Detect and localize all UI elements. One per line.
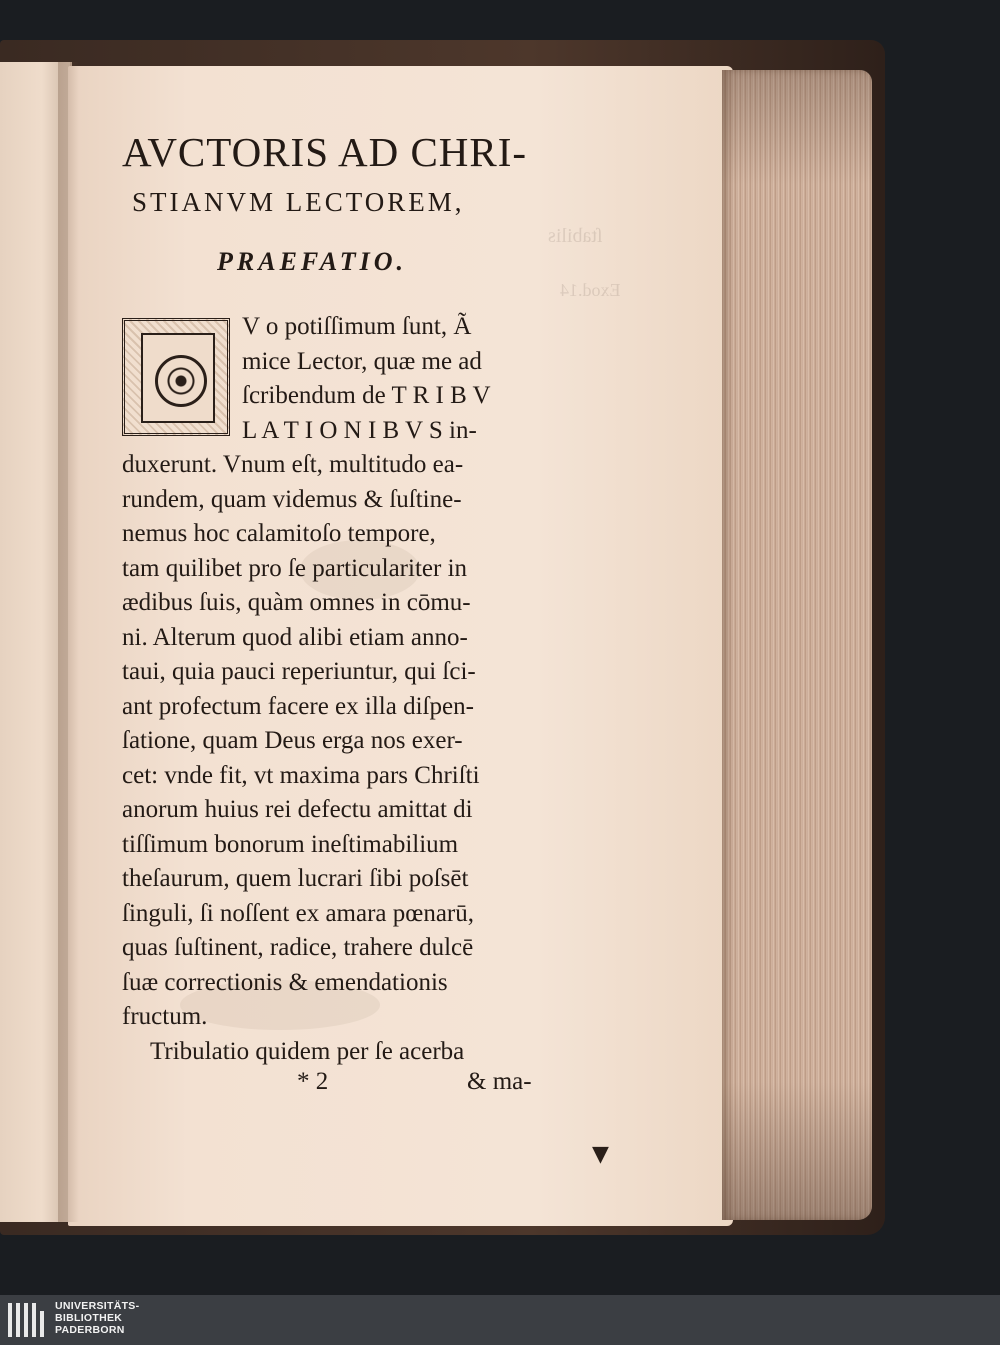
text-line: tiſſimum bonorum ineſtimabilium: [122, 830, 459, 858]
text-line: ſatione, quam Deus erga nos exer-: [122, 727, 463, 754]
text-line: quas ſuſtinent, radice, trahere dulcē: [122, 934, 474, 961]
logo-line-3: PADERBORN: [55, 1324, 125, 1336]
text-line: ædibus ſuis, quàm omnes in cōmu-: [122, 589, 471, 616]
text-line: ant profectum facere ex illa diſpen-: [122, 692, 474, 720]
text-line: fructum.: [122, 1003, 208, 1030]
text-line: cet: vnde fit, vt maxima pars Chriſti: [122, 761, 480, 789]
text-line: ſuæ correctionis & emendationis: [122, 968, 448, 996]
signature-mark: * 2: [297, 1068, 329, 1095]
text-line: taui, quia pauci reperiuntur, qui ſci-: [122, 658, 476, 685]
text-line: rundem, quam videmus & ſuſtine-: [122, 485, 462, 513]
text-line: duxerunt. Vnum eſt, multitudo ea-: [122, 451, 464, 478]
text-line: ſcribendum de T R I B V: [242, 382, 491, 409]
page-gutter: [58, 62, 88, 1222]
library-logo-icon: [8, 1303, 48, 1337]
text-line: Tribulatio quidem per ſe acerba: [150, 1037, 465, 1065]
library-footer: [0, 1295, 1000, 1345]
book-scan: ſtabilis Exod.14 AVCTORIS AD CHRI- STIANVM LECTOREM, PRAEFATIO. V o potiſſimum ſunt, Ã mice Lector, quæ me ad ſcribendum de T R I B V L A T I O N I B V S in- duxerunt. Vnum eſt, multitudo ea- rundem, quam videmus & ſuſtine- nemus hoc calamitoſo tempore, tam quilibet pro ſe particulariter in ædibus ſuis, quàm omnes in cōmu- ni. Alterum quod alibi etiam anno- taui, quia pauci reperiuntur, qui ſci- ant profectum facere ex illa diſpen- ſatione, quam Deus erga nos exer- cet: vnde fit, vt maxima pars Chriſti anorum huius rei defectu amittat di tiſſimum bonorum ineſtimabilium theſaurum, quem lucrari ſibi poſsēt ſinguli, ſi noſſent ex amara pœnarū, quas ſuſtinent, radice, trahere dulcē ſuæ correctionis & emendationis fructum. Tribulatio quidem per ſe acerba * 2 & ma- ▼: [0, 0, 1000, 1295]
text-line: ni. Alterum quod alibi etiam anno-: [122, 623, 468, 651]
text-line: L A T I O N I B V S in-: [242, 416, 477, 444]
body-text: [122, 310, 552, 1069]
text-line: anorum huius rei defectu amittat di: [122, 796, 473, 823]
show-through-text: ſtabilis: [548, 225, 603, 247]
logo-line-1: UNIVERSITÄTS-: [55, 1300, 140, 1312]
text-line: ſinguli, ſi noſſent ex amara pœnarū,: [122, 899, 474, 927]
logo-line-2: BIBLIOTHEK: [55, 1312, 123, 1324]
text-line: tam quilibet pro ſe particulariter in: [122, 554, 468, 582]
text-line: theſaurum, quem lucrari ſibi poſsēt: [122, 865, 469, 892]
heading-line-2: STIANVM LECTOREM,: [132, 187, 465, 217]
text-line: nemus hoc calamitoſo tempore,: [122, 520, 436, 547]
text-line: mice Lector, quæ me ad: [242, 347, 482, 375]
heading-line-1: AVCTORIS AD CHRI-: [122, 129, 528, 175]
subheading: PRAEFATIO.: [217, 247, 408, 276]
library-logo-text: [55, 1300, 139, 1336]
catchword: & ma-: [467, 1068, 532, 1095]
text-line: V o potiſſimum ſunt, Ã: [242, 313, 472, 340]
arrow-mark-icon: ▼: [592, 1142, 609, 1167]
